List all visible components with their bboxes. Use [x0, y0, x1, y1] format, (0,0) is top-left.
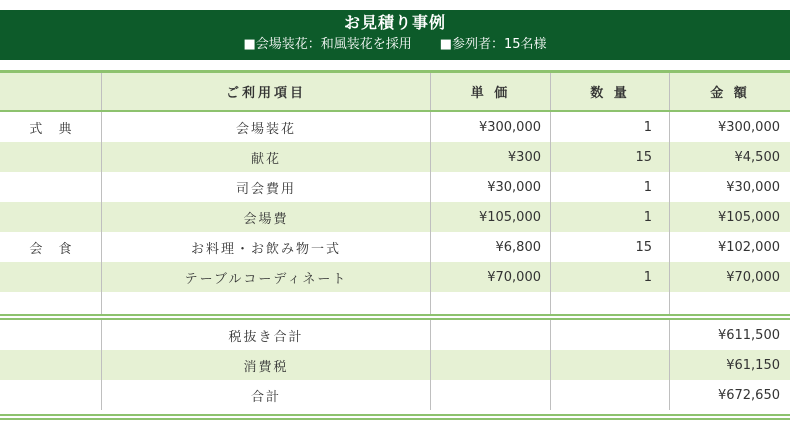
row-category	[0, 320, 101, 350]
row-price: ¥105,000	[430, 202, 550, 232]
row-quantity: 15	[550, 232, 669, 262]
row-price	[430, 292, 550, 314]
row-price: ¥6,800	[430, 232, 550, 262]
total-amount: ¥672,650	[669, 380, 790, 410]
row-category	[0, 142, 101, 172]
table-bottom-border-bottom	[0, 418, 790, 420]
estimate-header	[0, 10, 790, 60]
table-row	[0, 202, 790, 232]
row-category	[0, 350, 101, 380]
row-quantity: 1	[550, 262, 669, 292]
row-amount: ¥70,000	[669, 262, 790, 292]
subtotal-amount: ¥611,500	[669, 320, 790, 350]
row-quantity	[550, 320, 669, 350]
subtotal-row	[0, 320, 790, 350]
row-price	[430, 380, 550, 410]
row-amount: ¥105,000	[669, 202, 790, 232]
total-row	[0, 380, 790, 410]
tax-amount: ¥61,150	[669, 350, 790, 380]
tax-row	[0, 350, 790, 380]
table-row	[0, 142, 790, 172]
row-quantity	[550, 292, 669, 314]
row-price: ¥300	[430, 142, 550, 172]
subtotal-label: 税抜き合計	[101, 320, 430, 350]
table-bottom-border-top	[0, 414, 790, 416]
table-row	[0, 232, 790, 262]
row-item: 献花	[101, 142, 430, 172]
table-row	[0, 262, 790, 292]
row-item	[101, 292, 430, 314]
totals-divider-top	[0, 314, 790, 316]
row-price: ¥300,000	[430, 112, 550, 142]
row-price	[430, 320, 550, 350]
header-category	[0, 73, 101, 110]
row-category	[0, 202, 101, 232]
row-item: テーブルコーディネート	[101, 262, 430, 292]
tax-label: 消費税	[101, 350, 430, 380]
table-row	[0, 172, 790, 202]
row-quantity: 15	[550, 142, 669, 172]
row-category	[0, 172, 101, 202]
table-row	[0, 112, 790, 142]
row-quantity: 1	[550, 172, 669, 202]
row-quantity: 1	[550, 202, 669, 232]
table-row-empty	[0, 292, 790, 314]
row-quantity: 1	[550, 112, 669, 142]
row-item: お料理・お飲み物一式	[101, 232, 430, 262]
estimate-title: お見積り事例	[343, 13, 446, 32]
header-quantity: 数 量	[550, 73, 669, 110]
row-amount	[669, 292, 790, 314]
row-item: 司会費用	[101, 172, 430, 202]
attendee-condition: ■参列者：15名様	[439, 37, 547, 52]
row-quantity	[550, 380, 669, 410]
row-price	[430, 350, 550, 380]
header-amount: 金 額	[669, 73, 790, 110]
row-amount: ¥30,000	[669, 172, 790, 202]
table-header-row	[0, 73, 790, 110]
row-category	[0, 292, 101, 314]
row-price: ¥70,000	[430, 262, 550, 292]
header-price: 単 価	[430, 73, 550, 110]
row-amount: ¥300,000	[669, 112, 790, 142]
estimate-conditions	[0, 34, 790, 56]
row-price: ¥30,000	[430, 172, 550, 202]
row-category: 会 食	[29, 241, 78, 257]
row-quantity	[550, 350, 669, 380]
venue-flower-condition: ■会場装花：和風装花を採用	[243, 37, 412, 52]
header-item: ご利用項目	[101, 73, 430, 110]
row-amount: ¥102,000	[669, 232, 790, 262]
row-category: 式 典	[29, 121, 78, 137]
row-category	[0, 262, 101, 292]
row-category	[0, 380, 101, 410]
total-label: 合計	[101, 380, 430, 410]
row-item: 会場費	[101, 202, 430, 232]
row-item: 会場装花	[101, 112, 430, 142]
row-amount: ¥4,500	[669, 142, 790, 172]
